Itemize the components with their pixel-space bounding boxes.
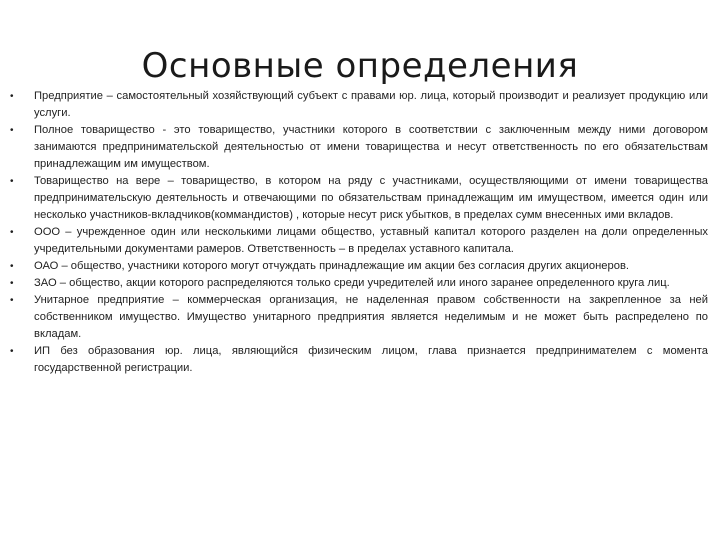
definition-text: ООО – учрежденное один или несколькими лицами общество, уставный капитал которого разделен на доли определенных учредительными документами рамеров. Ответственность – в пределах уставного капитала. — [34, 226, 708, 255]
bullet-icon: • — [10, 278, 14, 289]
definition-text: ИП без образования юр. лица, являющийся физическим лицом, глава признается предпринимателем с момента государственной регистрации. — [34, 345, 708, 374]
definition-item-limited-partnership — [0, 173, 720, 224]
bullet-icon: • — [10, 295, 14, 306]
bullet-icon: • — [10, 261, 14, 272]
definition-item-enterprise — [0, 88, 720, 122]
definition-item-unitary-enterprise — [0, 292, 720, 343]
bullet-icon: • — [10, 227, 14, 238]
definition-text: Товарищество на вере – товарищество, в котором на ряду с участниками, осуществляющими от имени товарищества предпринимательскую деятельность и отвечающими по обязательствам принадлежащим им имуществом, имеется один или несколько участников-вкладчиков(коммандистов) , которые несут риск убытков, в пределах сумм внесенных ими вкладов. — [34, 175, 708, 221]
bullet-icon: • — [10, 91, 14, 102]
definition-text: ЗАО – общество, акции которого распределяются только среди учредителей или иного заранее определенного круга лиц. — [34, 277, 670, 289]
definition-item-llc — [0, 224, 720, 258]
definition-item-zao — [0, 275, 720, 292]
definition-text: Унитарное предприятие – коммерческая организация, не наделенная правом собственности на закрепленное за ней собственником имущество. Имущество унитарного предприятия является неделимым и не может быть распределено по вкладам. — [34, 294, 708, 340]
definition-item-full-partnership — [0, 122, 720, 173]
bullet-icon: • — [10, 125, 14, 136]
definition-item-oao — [0, 258, 720, 275]
bullet-icon: • — [10, 346, 14, 357]
definitions-list — [0, 88, 720, 377]
definition-text: Предприятие – самостоятельный хозяйствующий субъект с правами юр. лица, который производит и реализует продукцию или услуги. — [34, 90, 708, 119]
slide-title: Основные определения — [141, 46, 579, 86]
definition-text: ОАО – общество, участники которого могут отчуждать принадлежащие им акции без согласия других акционеров. — [34, 260, 630, 272]
bullet-icon: • — [10, 176, 14, 187]
definition-text: Полное товарищество - это товарищество, участники которого в соответствии с заключенным между ними договором занимаются предпринимательской деятельностью от имени товарищества и несут ответственность по его обязательствам принадлежащим им имуществом. — [34, 124, 708, 170]
definition-item-sole-proprietor — [0, 343, 720, 377]
